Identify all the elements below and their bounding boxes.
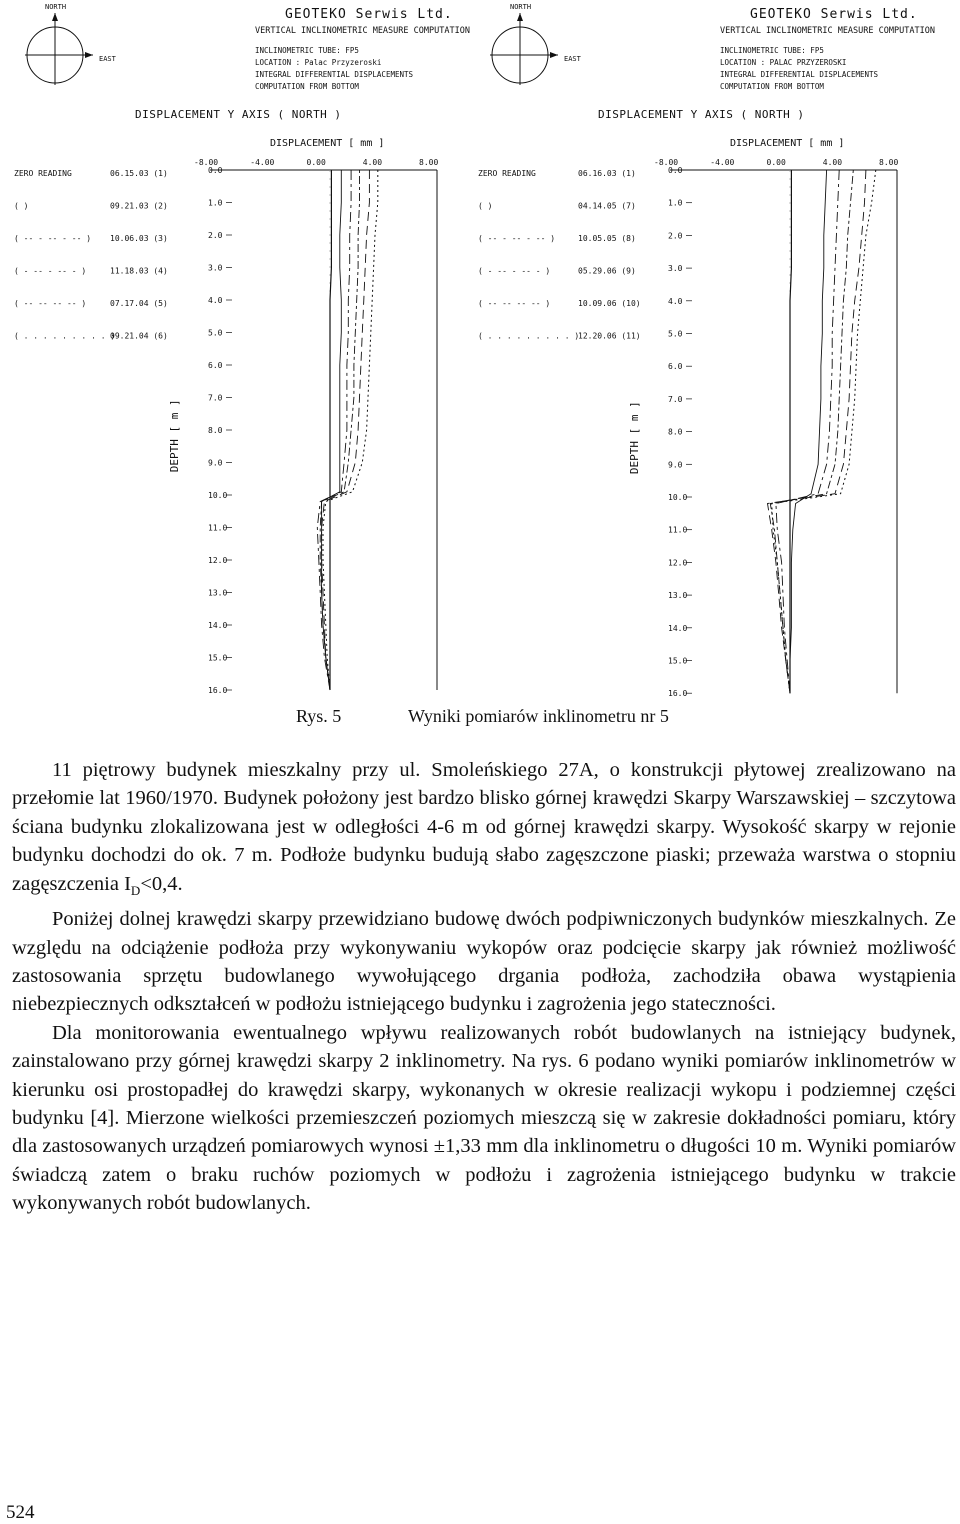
y-tick-label: 8.0 [208, 426, 223, 435]
chart-info-line: COMPUTATION FROM BOTTOM [720, 82, 824, 91]
chart-info-line: INCLINOMETRIC TUBE: FP5 [255, 46, 359, 55]
x-tick-label: 8.00 [419, 158, 439, 167]
legend-label: ( . . . . . . . . . ) [14, 331, 116, 341]
paragraph-text: Poniżej dolnej krawędzi skarpy przewidziano budowę dwóch podpiwniczonych budynków mieszkalnych. Ze względu na odciążenie podłoża przy wykonywaniu wykopów oraz podcięcie skarpy jak również możliwość zastosowania sprzętu budowlanego wywołującego drgania podłoża, zachodziła obawa wystąpienia niebezpiecznych odkształceń w podłożu istniejącego budynku i zagrożenia jego stateczności. [12, 908, 956, 1016]
y-tick-label: 13.0 [208, 588, 228, 598]
paragraph [12, 1019, 956, 1218]
legend-label: ( - -- - -- - ) [14, 266, 87, 276]
y-tick-label: 16.0 [208, 686, 228, 695]
x-tick-label: -4.00 [710, 158, 735, 167]
y-tick-label: 4.0 [208, 296, 223, 305]
legend-date: 10.09.06 (10) [578, 299, 641, 308]
chart-info-line: LOCATION : PALAC PRZYZEROSKI [720, 58, 847, 67]
chart-info-line: INTEGRAL DIFFERENTIAL DISPLACEMENTS [255, 70, 414, 79]
inclinometer-charts [0, 0, 960, 700]
x-tick-label: -8.00 [194, 158, 219, 167]
legend-label: ZERO READING [478, 169, 536, 178]
legend-date: 09.21.04 (6) [110, 331, 168, 341]
legend-label: ( -- -- -- -- ) [14, 299, 87, 308]
chart-subtitle: VERTICAL INCLINOMETRIC MEASURE COMPUTATION [720, 26, 935, 36]
legend-label: ( - -- - -- - ) [478, 266, 551, 276]
y-tick-label: 6.0 [668, 362, 683, 372]
legend-label: ZERO READING [14, 169, 72, 178]
y-tick-label: 10.0 [208, 491, 228, 500]
legend-label: ( ) [14, 201, 29, 211]
y-tick-label: 1.0 [668, 198, 683, 208]
inclinometer-chart-2 [478, 3, 935, 698]
y-tick-label: 7.0 [668, 394, 683, 404]
y-tick-label: 13.0 [668, 591, 688, 601]
compass [490, 3, 582, 85]
y-axis-label: DEPTH [ m ] [628, 401, 641, 475]
subscript: D [130, 882, 141, 898]
legend-date: 04.14.05 (7) [578, 201, 636, 211]
company-name: GEOTEKO Serwis Ltd. [285, 7, 453, 22]
y-tick-label: 15.0 [668, 656, 688, 666]
east-arrow-icon [550, 52, 558, 58]
inclinometer-chart-1 [14, 3, 470, 695]
chart-info-line: LOCATION : Palac Przyzeroski [255, 58, 382, 67]
y-tick-label: 9.0 [208, 458, 223, 468]
y-tick-label: 15.0 [208, 653, 228, 663]
x-tick-label: 4.00 [822, 158, 843, 167]
y-tick-label: 4.0 [668, 296, 683, 306]
y-tick-label: 8.0 [668, 427, 683, 437]
legend-date: 06.15.03 (1) [110, 169, 168, 178]
y-tick-label: 1.0 [208, 198, 223, 208]
x-tick-label: 8.00 [879, 158, 899, 167]
y-tick-label: 14.0 [668, 623, 688, 633]
paragraph [12, 905, 956, 1019]
y-tick-label: 5.0 [208, 328, 223, 338]
figure-caption-text: Wyniki pomiarów inklinometru nr 5 [408, 706, 669, 726]
y-tick-label: 6.0 [208, 361, 223, 370]
paragraph-text: 11 piętrowy budynek mieszkalny przy ul. Smoleńskiego 27A, o konstrukcji płytowej zrealizowano na przełomie lat 1960/1970. Budynek położony jest bardzo blisko górnej krawędzi Skarpy Warszawskiej – szczytowa ściana budynku zlokalizowana jest w odległości 4-6 m od górnej krawędzi skarpy. Wysokość skarpy w rejonie budynku dochodzi do ok. 7 m. Podłoże budynku budują słabo zagęszczone piaski; przeważa warstwa o stopniu zagęszczenia I [12, 759, 956, 895]
x-tick-label: 0.00 [306, 158, 326, 167]
x-tick-label: 4.00 [362, 158, 383, 167]
chart-info-line: INTEGRAL DIFFERENTIAL DISPLACEMENTS [720, 70, 879, 79]
compass [25, 3, 117, 85]
legend-date: 09.21.03 (2) [110, 201, 168, 211]
x-axis-label: DISPLACEMENT [ mm ] [730, 138, 845, 149]
legend-label: ( -- - -- - -- ) [478, 234, 556, 243]
company-name: GEOTEKO Serwis Ltd. [750, 7, 918, 22]
series-line-5 [322, 170, 370, 690]
y-tick-label: 11.0 [208, 523, 228, 533]
legend-date: 10.05.05 (8) [578, 234, 636, 243]
legend-date: 11.18.03 (4) [110, 266, 168, 276]
series-line-2 [790, 170, 827, 693]
x-tick-label: -4.00 [250, 158, 275, 167]
chart-info-line: INCLINOMETRIC TUBE: FP5 [720, 46, 824, 55]
series-line-1 [330, 170, 331, 690]
compass-north-label: NORTH [510, 3, 532, 11]
x-tick-label: 0.00 [766, 158, 786, 167]
paragraph-text-end: <0,4. [140, 872, 183, 895]
y-tick-label: 2.0 [668, 231, 683, 241]
y-tick-label: 3.0 [208, 263, 223, 273]
y-tick-label: 16.0 [668, 689, 688, 699]
y-tick-label: 3.0 [668, 264, 683, 274]
paragraph [12, 756, 956, 905]
east-arrow-icon [85, 52, 93, 58]
y-tick-label: 14.0 [208, 621, 228, 630]
x-axis-label: DISPLACEMENT [ mm ] [270, 138, 385, 149]
legend-label: ( ) [478, 201, 493, 211]
paragraph-text: Dla monitorowania ewentualnego wpływu realizowanych robót budowlanych na istniejący budynek, zainstalowano przy górnej krawędzi skarpy 2 inklinometry. Na rys. 6 podano wyniki pomiarów inklinometrów w kierunku osi prostopadłej do krawędzi skarpy, wykonanych w okresie realizacji wykopu i podziemnej części budynku [4]. Mierzone wielkości przemieszczeń poziomych mieszczą się w zakresie dokładności pomiaru, który dla zastosowanych urządzeń pomiarowych wynosi ±1,33 mm dla inklinometru o długości 10 m. Wyniki pomiarów świadczą zatem o braku ruchów poziomych w podłożu i zagrożenia istniejącego budynku w trakcie wykonywanych robót budowlanych. [12, 1021, 956, 1215]
chart-subtitle: VERTICAL INCLINOMETRIC MEASURE COMPUTATION [255, 26, 470, 36]
compass-north-label: NORTH [45, 3, 67, 11]
north-arrow-icon [517, 13, 523, 21]
y-tick-label: 5.0 [668, 329, 683, 339]
legend-label: ( -- - -- - -- ) [14, 234, 92, 243]
x-tick-label: -8.00 [654, 158, 679, 167]
y-tick-label: 12.0 [668, 558, 688, 568]
y-tick-label: 2.0 [208, 231, 223, 240]
legend-date: 12.20.06 (11) [578, 331, 641, 341]
y-tick-label: 12.0 [208, 556, 228, 565]
legend-date: 07.17.04 (5) [110, 299, 168, 308]
chart-info-line: COMPUTATION FROM BOTTOM [255, 82, 359, 91]
compass-east-label: EAST [564, 55, 581, 63]
compass-east-label: EAST [99, 55, 116, 63]
series-line-3 [776, 170, 839, 693]
y-tick-label: 0.0 [208, 166, 223, 175]
legend-date: 10.06.03 (3) [110, 234, 168, 243]
legend-date: 06.16.03 (1) [578, 169, 636, 178]
y-tick-label: 0.0 [668, 166, 683, 175]
y-tick-label: 10.0 [668, 493, 688, 502]
page-number: 524 [6, 1502, 35, 1523]
north-arrow-icon [52, 13, 58, 21]
legend-label: ( -- -- -- -- ) [478, 299, 551, 308]
legend-label: ( . . . . . . . . . ) [478, 331, 580, 341]
series-line-4 [770, 170, 853, 693]
y-tick-label: 11.0 [668, 525, 688, 535]
legend-date: 05.29.06 (9) [578, 266, 636, 276]
body-text [12, 756, 956, 1218]
figure-label: Rys. 5 [296, 706, 342, 726]
y-tick-label: 7.0 [208, 393, 223, 403]
y-axis-label: DEPTH [ m ] [168, 399, 181, 473]
chart-title: DISPLACEMENT Y AXIS ( NORTH ) [598, 108, 805, 121]
y-tick-label: 9.0 [668, 460, 683, 470]
chart-title: DISPLACEMENT Y AXIS ( NORTH ) [135, 108, 342, 121]
